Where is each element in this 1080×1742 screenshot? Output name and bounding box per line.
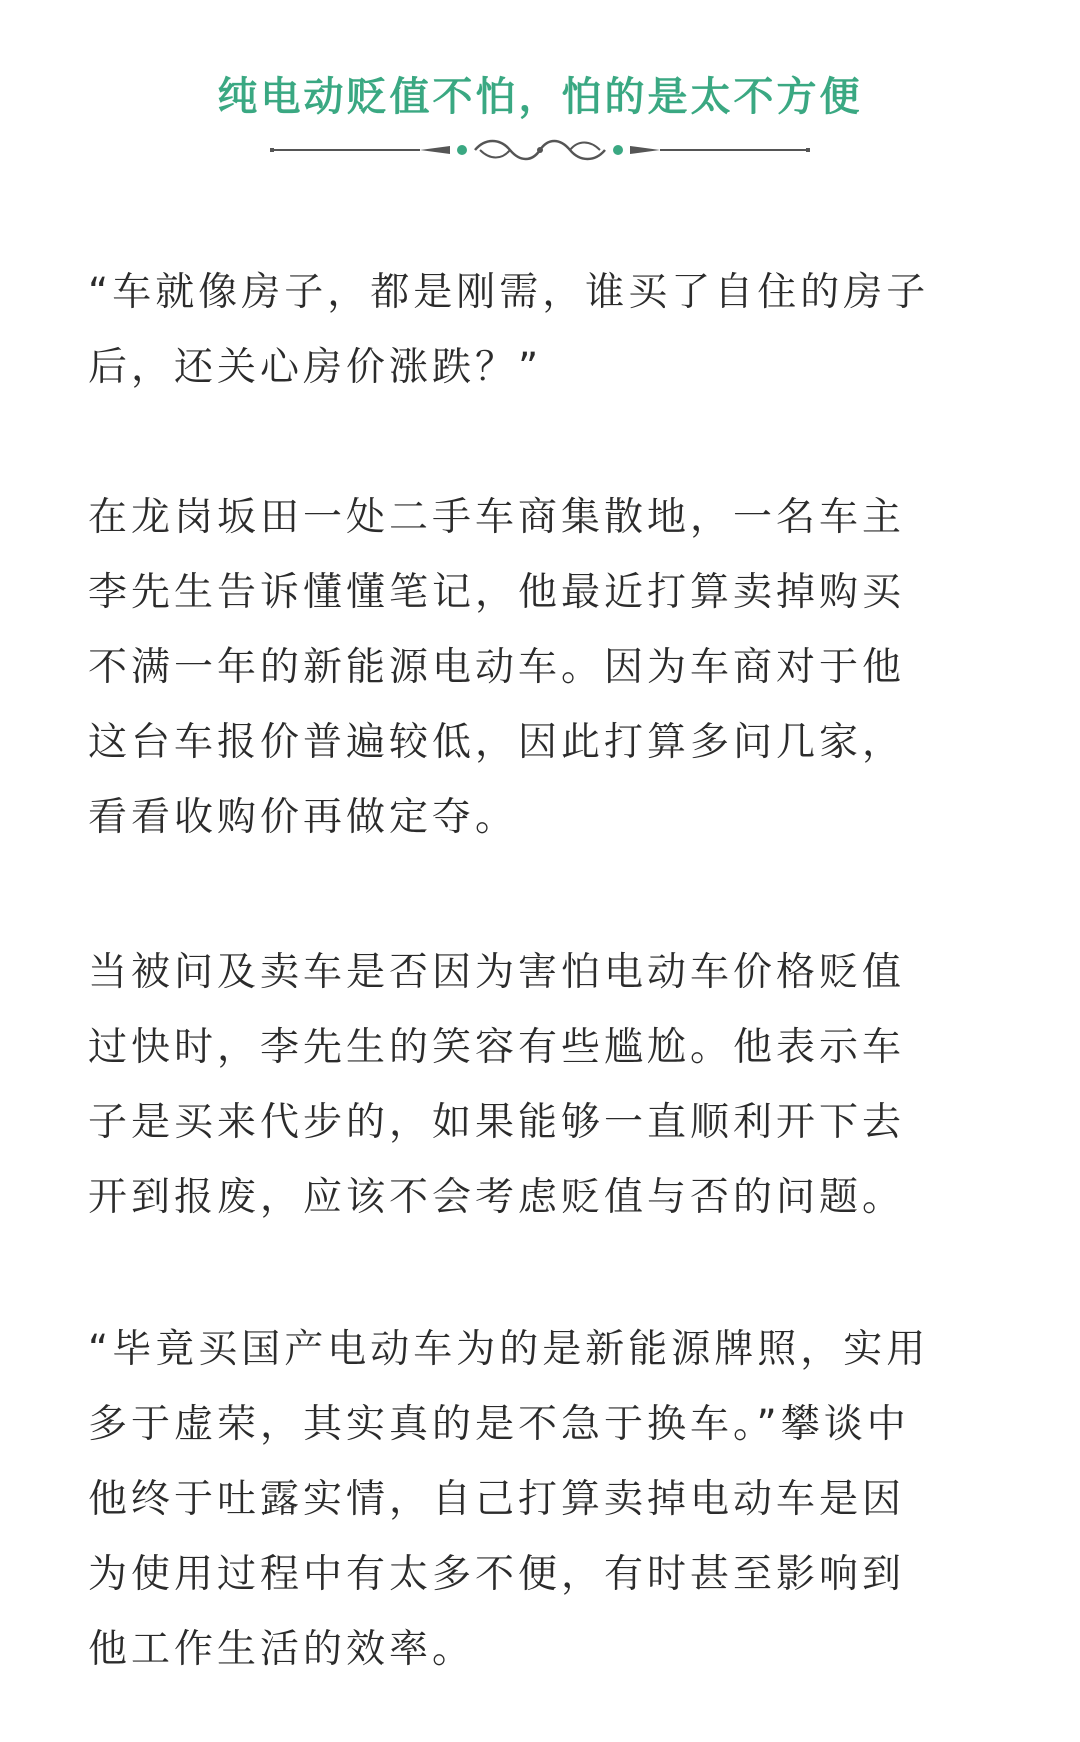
paragraph-1 xyxy=(88,255,988,405)
paragraph-line: 李先生告诉懂懂笔记，他最近打算卖掉购买 xyxy=(88,570,906,615)
article-title: 纯电动贬值不怕，怕的是太不方便 xyxy=(217,73,863,120)
paragraph-line: 后，还关心房价涨跌？” xyxy=(88,345,543,390)
paragraph-4 xyxy=(88,1312,988,1687)
paragraph-line: 这台车报价普遍较低，因此打算多问几家， xyxy=(88,720,906,765)
paragraph-line: 子是买来代步的，如果能够一直顺利开下去 xyxy=(88,1100,906,1145)
paragraph-line: 他终于吐露实情，自己打算卖掉电动车是因 xyxy=(88,1477,906,1522)
ornamental-divider-icon xyxy=(270,130,810,170)
paragraph-3 xyxy=(88,935,988,1235)
paragraph-line: 开到报废，应该不会考虑贬值与否的问题。 xyxy=(88,1175,906,1220)
paragraph-line: 当被问及卖车是否因为害怕电动车价格贬值 xyxy=(88,950,906,995)
paragraph-line: 不满一年的新能源电动车。因为车商对于他 xyxy=(88,645,906,690)
paragraph-line: 在龙岗坂田一处二手车商集散地，一名车主 xyxy=(88,495,906,540)
paragraph-line: 过快时，李先生的笑容有些尴尬。他表示车 xyxy=(88,1025,906,1070)
paragraph-line: “车就像房子，都是刚需，谁买了自住的房子 xyxy=(88,270,930,315)
paragraph-line: 他工作生活的效率。 xyxy=(88,1627,476,1672)
paragraph-line: “毕竟买国产电动车为的是新能源牌照，实用 xyxy=(88,1327,930,1372)
paragraph-line: 看看收购价再做定夺。 xyxy=(88,795,519,840)
paragraph-line: 为使用过程中有太多不便，有时甚至影响到 xyxy=(88,1552,906,1597)
paragraph-2 xyxy=(88,480,988,855)
paragraph-line: 多于虚荣，其实真的是不急于换车。”攀谈中 xyxy=(88,1402,910,1447)
